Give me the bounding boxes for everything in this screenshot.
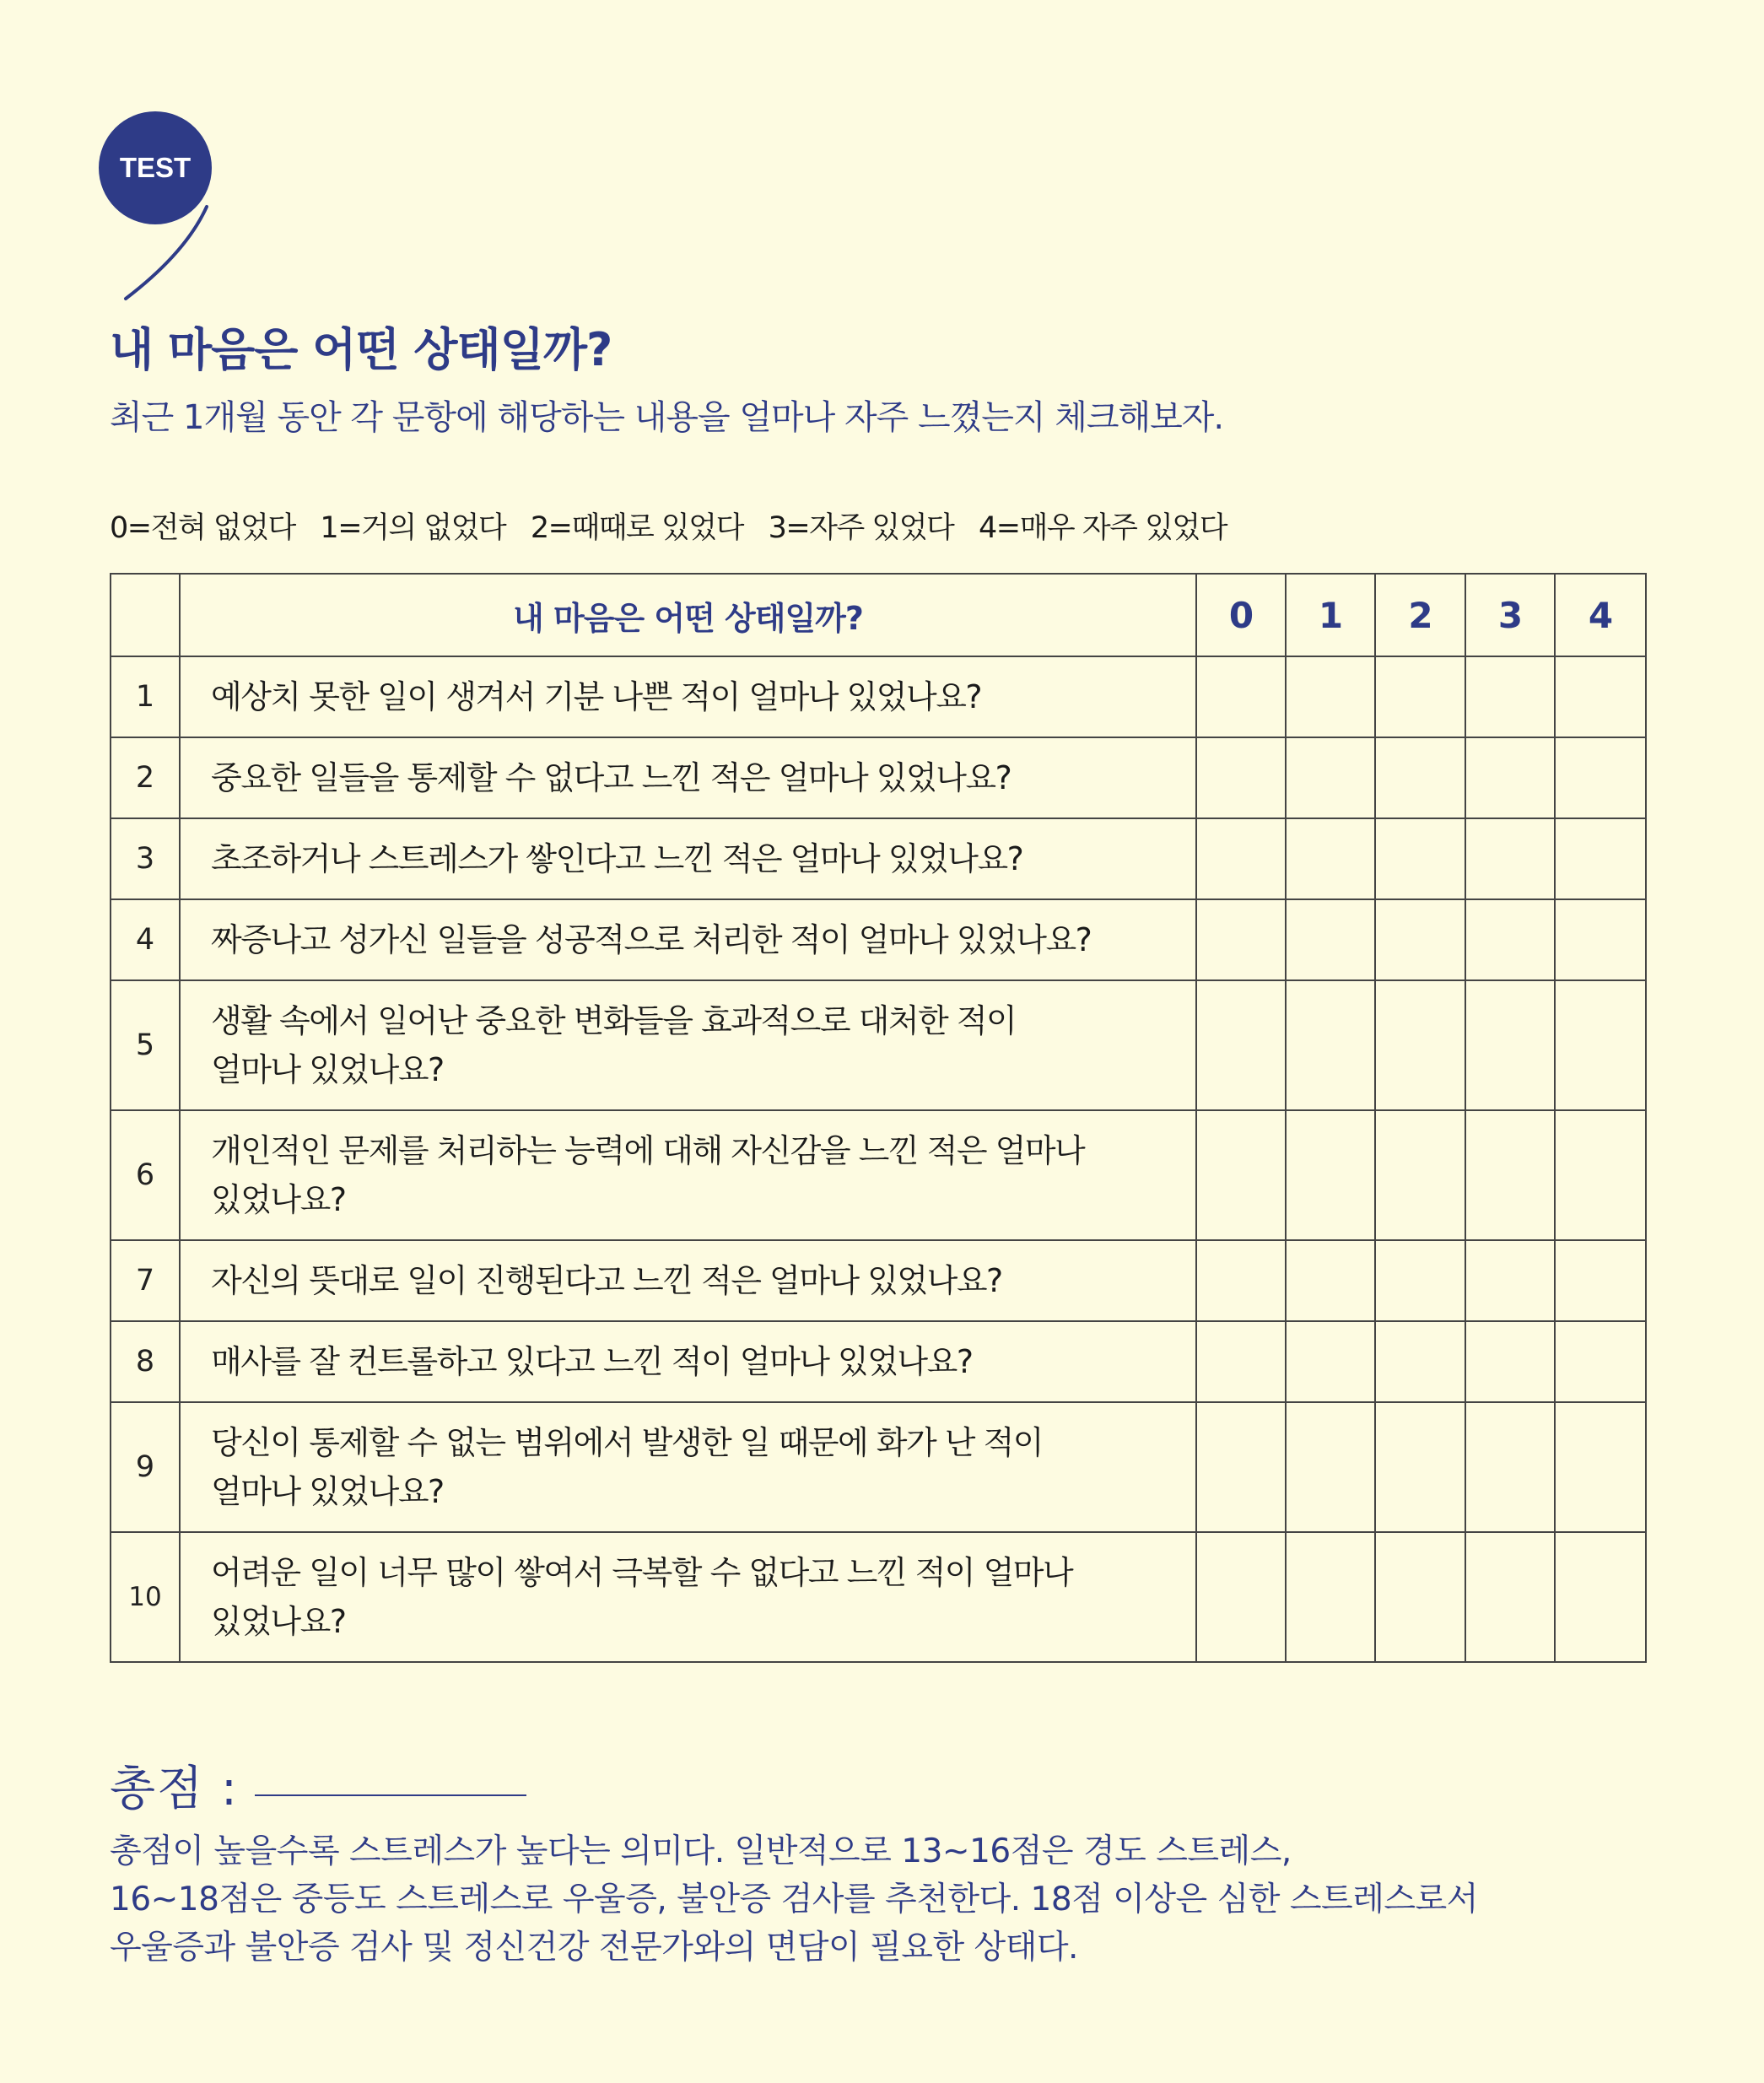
answer-checkbox-1[interactable] [1286, 656, 1375, 737]
answer-checkbox-2[interactable] [1375, 899, 1465, 980]
header-number-cell [111, 574, 180, 656]
question-line: 예상치 못한 일이 생겨서 기분 나쁜 적이 얼마나 있었나요? [211, 678, 982, 715]
answer-checkbox-4[interactable] [1555, 1110, 1646, 1240]
answer-checkbox-4[interactable] [1555, 737, 1646, 818]
answer-checkbox-0[interactable] [1196, 980, 1286, 1110]
question-line: 어려운 일이 너무 많이 쌓여서 극복할 수 없다고 느낀 적이 얼마나 [211, 1554, 1073, 1591]
question-line: 매사를 잘 컨트롤하고 있다고 느낀 적이 얼마나 있었나요? [211, 1343, 973, 1380]
question-line: 있었나요? [211, 1603, 346, 1640]
question-text [180, 737, 1196, 818]
question-number: 8 [111, 1321, 180, 1402]
answer-checkbox-3[interactable] [1465, 818, 1555, 899]
question-number: 4 [111, 899, 180, 980]
header-option: 3 [1465, 574, 1555, 656]
answer-checkbox-2[interactable] [1375, 737, 1465, 818]
answer-checkbox-2[interactable] [1375, 1402, 1465, 1532]
question-line: 초조하거나 스트레스가 쌓인다고 느낀 적은 얼마나 있었나요? [211, 840, 1023, 877]
test-badge-label: TEST [119, 152, 192, 183]
table-row [111, 1402, 1646, 1532]
table-row [111, 656, 1646, 737]
question-text [180, 1240, 1196, 1321]
answer-checkbox-3[interactable] [1465, 1532, 1555, 1662]
answer-checkbox-1[interactable] [1286, 899, 1375, 980]
answer-checkbox-0[interactable] [1196, 818, 1286, 899]
question-number: 9 [111, 1402, 180, 1532]
scale-item: 1=거의 없었다 [320, 511, 506, 545]
answer-checkbox-3[interactable] [1465, 737, 1555, 818]
score-interpretation [110, 1827, 1679, 1972]
answer-checkbox-1[interactable] [1286, 737, 1375, 818]
table-row [111, 980, 1646, 1110]
survey-table [110, 573, 1647, 1663]
answer-checkbox-4[interactable] [1555, 1321, 1646, 1402]
answer-checkbox-0[interactable] [1196, 1240, 1286, 1321]
scale-item: 3=자주 있었다 [768, 511, 954, 545]
answer-checkbox-3[interactable] [1465, 1321, 1555, 1402]
answer-checkbox-3[interactable] [1465, 899, 1555, 980]
question-line: 얼마나 있었나요? [211, 1473, 444, 1510]
table-row [111, 1321, 1646, 1402]
note-line: 우울증과 불안증 검사 및 정신건강 전문가와의 면담이 필요한 상태다. [110, 1929, 1078, 1967]
answer-checkbox-0[interactable] [1196, 656, 1286, 737]
header-question: 내 마음은 어떤 상태일까? [180, 574, 1196, 656]
answer-checkbox-3[interactable] [1465, 980, 1555, 1110]
answer-checkbox-1[interactable] [1286, 1110, 1375, 1240]
answer-checkbox-0[interactable] [1196, 1321, 1286, 1402]
answer-checkbox-4[interactable] [1555, 899, 1646, 980]
answer-checkbox-1[interactable] [1286, 1532, 1375, 1662]
answer-checkbox-4[interactable] [1555, 656, 1646, 737]
question-line: 얼마나 있었나요? [211, 1051, 444, 1088]
answer-checkbox-2[interactable] [1375, 818, 1465, 899]
table-row [111, 1532, 1646, 1662]
header-option: 0 [1196, 574, 1286, 656]
scale-item: 4=매우 자주 있었다 [979, 511, 1227, 545]
question-line: 자신의 뜻대로 일이 진행된다고 느낀 적은 얼마나 있었나요? [211, 1262, 1002, 1299]
answer-checkbox-0[interactable] [1196, 899, 1286, 980]
answer-checkbox-3[interactable] [1465, 1240, 1555, 1321]
question-line: 당신이 통제할 수 없는 범위에서 발생한 일 때문에 화가 난 적이 [211, 1424, 1043, 1461]
answer-checkbox-2[interactable] [1375, 1110, 1465, 1240]
total-score-blank[interactable] [255, 1794, 526, 1796]
table-row [111, 737, 1646, 818]
answer-checkbox-4[interactable] [1555, 1240, 1646, 1321]
survey-body [111, 656, 1646, 1662]
question-text [180, 1402, 1196, 1532]
question-line: 중요한 일들을 통제할 수 없다고 느낀 적은 얼마나 있었나요? [211, 759, 1011, 796]
answer-checkbox-4[interactable] [1555, 818, 1646, 899]
note-line: 총점이 높을수록 스트레스가 높다는 의미다. 일반적으로 13~16점은 경도 스트레스, [110, 1832, 1292, 1870]
total-score-label: 총점 : [110, 1762, 239, 1816]
table-header-row [111, 574, 1646, 656]
scale-item: 0=전혀 없었다 [110, 511, 295, 545]
answer-checkbox-3[interactable] [1465, 656, 1555, 737]
question-text [180, 656, 1196, 737]
table-row [111, 1240, 1646, 1321]
answer-checkbox-2[interactable] [1375, 656, 1465, 737]
answer-checkbox-0[interactable] [1196, 1532, 1286, 1662]
table-row [111, 899, 1646, 980]
question-text [180, 1321, 1196, 1402]
question-line: 생활 속에서 일어난 중요한 변화들을 효과적으로 대처한 적이 [211, 1002, 1017, 1039]
question-text [180, 818, 1196, 899]
answer-checkbox-4[interactable] [1555, 1532, 1646, 1662]
answer-checkbox-1[interactable] [1286, 818, 1375, 899]
page-title: 내 마음은 어떤 상태일까? [110, 323, 612, 376]
answer-checkbox-1[interactable] [1286, 980, 1375, 1110]
question-text [180, 1532, 1196, 1662]
question-number: 5 [111, 980, 180, 1110]
table-row [111, 818, 1646, 899]
note-line: 16~18점은 중등도 스트레스로 우울증, 불안증 검사를 추천한다. 18점 이상은 심한 스트레스로서 [110, 1881, 1478, 1918]
question-line: 짜증나고 성가신 일들을 성공적으로 처리한 적이 얼마나 있었나요? [211, 921, 1092, 958]
answer-checkbox-2[interactable] [1375, 1321, 1465, 1402]
score-scale-legend [110, 505, 1243, 547]
header-option: 4 [1555, 574, 1646, 656]
page-subtitle: 최근 1개월 동안 각 문항에 해당하는 내용을 얼마나 자주 느꼈는지 체크해보자. [110, 398, 1224, 437]
question-number: 2 [111, 737, 180, 818]
question-text [180, 899, 1196, 980]
question-number: 6 [111, 1110, 180, 1240]
answer-checkbox-3[interactable] [1465, 1110, 1555, 1240]
question-number: 7 [111, 1240, 180, 1321]
question-text [180, 1110, 1196, 1240]
answer-checkbox-1[interactable] [1286, 1321, 1375, 1402]
answer-checkbox-0[interactable] [1196, 1110, 1286, 1240]
question-number: 10 [111, 1532, 180, 1662]
header-option: 1 [1286, 574, 1375, 656]
answer-checkbox-0[interactable] [1196, 1402, 1286, 1532]
answer-checkbox-3[interactable] [1465, 1402, 1555, 1532]
question-line: 개인적인 문제를 처리하는 능력에 대해 자신감을 느낀 적은 얼마나 [211, 1132, 1085, 1169]
answer-checkbox-4[interactable] [1555, 980, 1646, 1110]
question-text [180, 980, 1196, 1110]
answer-checkbox-2[interactable] [1375, 1240, 1465, 1321]
question-number: 1 [111, 656, 180, 737]
answer-checkbox-2[interactable] [1375, 1532, 1465, 1662]
answer-checkbox-0[interactable] [1196, 737, 1286, 818]
answer-checkbox-1[interactable] [1286, 1240, 1375, 1321]
answer-checkbox-2[interactable] [1375, 980, 1465, 1110]
question-line: 있었나요? [211, 1181, 346, 1218]
scale-item: 2=때때로 있었다 [530, 511, 743, 545]
badge-tail-line [118, 194, 219, 304]
table-row [111, 1110, 1646, 1240]
header-option: 2 [1375, 574, 1465, 656]
question-number: 3 [111, 818, 180, 899]
answer-checkbox-4[interactable] [1555, 1402, 1646, 1532]
answer-checkbox-1[interactable] [1286, 1402, 1375, 1532]
